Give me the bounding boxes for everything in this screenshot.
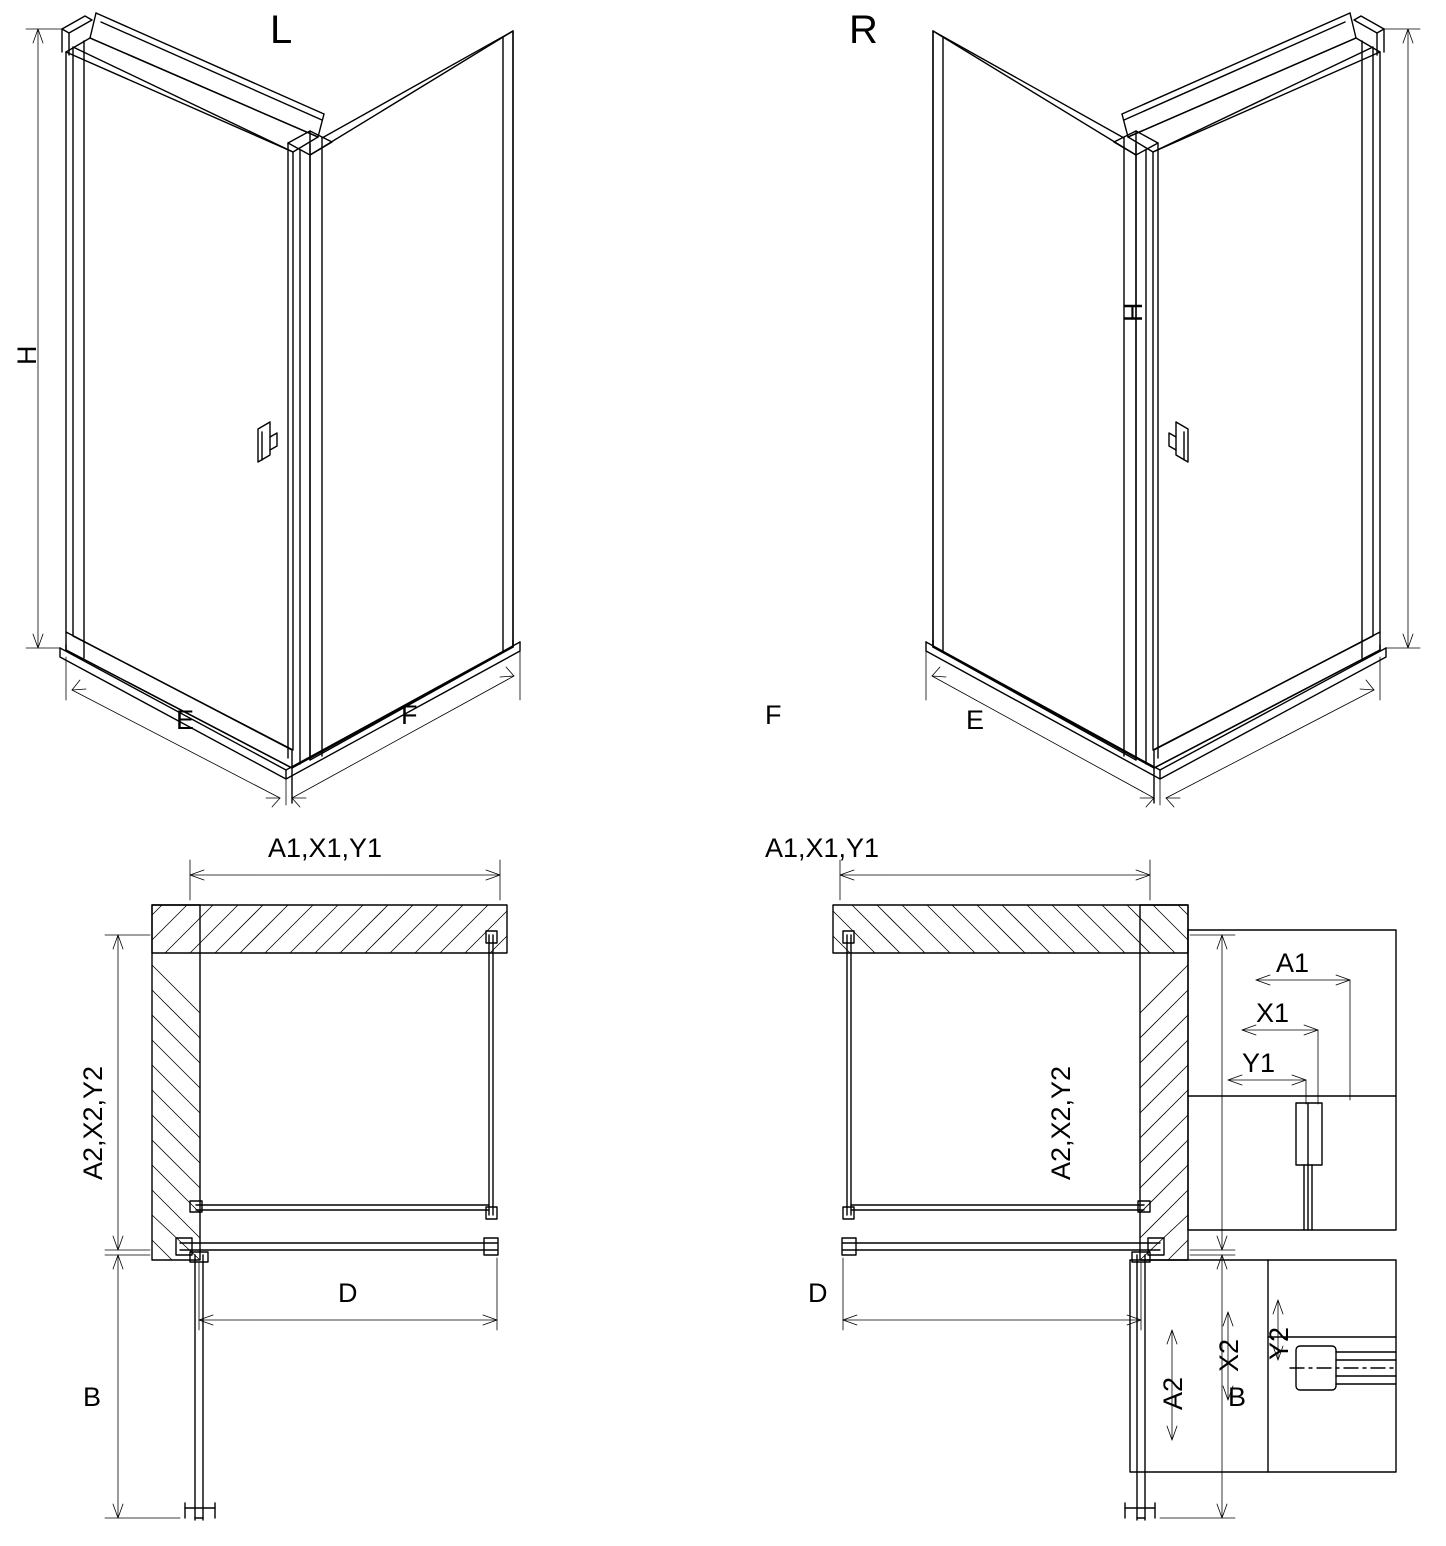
detail-bottom-dim3: Y2: [1264, 1326, 1294, 1360]
detail-bottom-dim1: A2: [1158, 1376, 1188, 1410]
iso-left: [26, 13, 520, 807]
plan-left-door-dim: D: [338, 1278, 358, 1308]
plan-right: [833, 860, 1235, 1520]
plan-right-swing-dim: B: [1228, 1382, 1247, 1412]
plan-left-side-dim: A2,X2,Y2: [78, 1065, 108, 1180]
plan-right-side-dim: A2,X2,Y2: [1046, 1065, 1076, 1180]
iso-left-height-label: H: [12, 345, 42, 365]
iso-left-width-label: F: [401, 700, 418, 730]
plan-right-door-dim: D: [808, 1278, 828, 1308]
detail-bottom: [1130, 1260, 1396, 1472]
iso-right-title: R: [849, 8, 878, 52]
iso-right: [926, 13, 1420, 807]
iso-left-depth-label: E: [176, 705, 195, 735]
plan-left-top-dim: A1,X1,Y1: [268, 833, 383, 863]
detail-bottom-dim2: X2: [1214, 1338, 1244, 1372]
detail-top-dim2: X1: [1256, 998, 1290, 1028]
detail-top-dim1: A1: [1276, 948, 1310, 978]
iso-right-depth-label: E: [966, 705, 985, 735]
plan-left: [105, 860, 507, 1520]
iso-right-height-label: H: [1118, 302, 1148, 322]
iso-right-width-label: F: [765, 700, 782, 730]
plan-left-swing-dim: B: [83, 1382, 102, 1412]
iso-left-title: L: [270, 8, 293, 52]
plan-right-top-dim: A1,X1,Y1: [765, 833, 880, 863]
detail-top-dim3: Y1: [1242, 1048, 1276, 1078]
